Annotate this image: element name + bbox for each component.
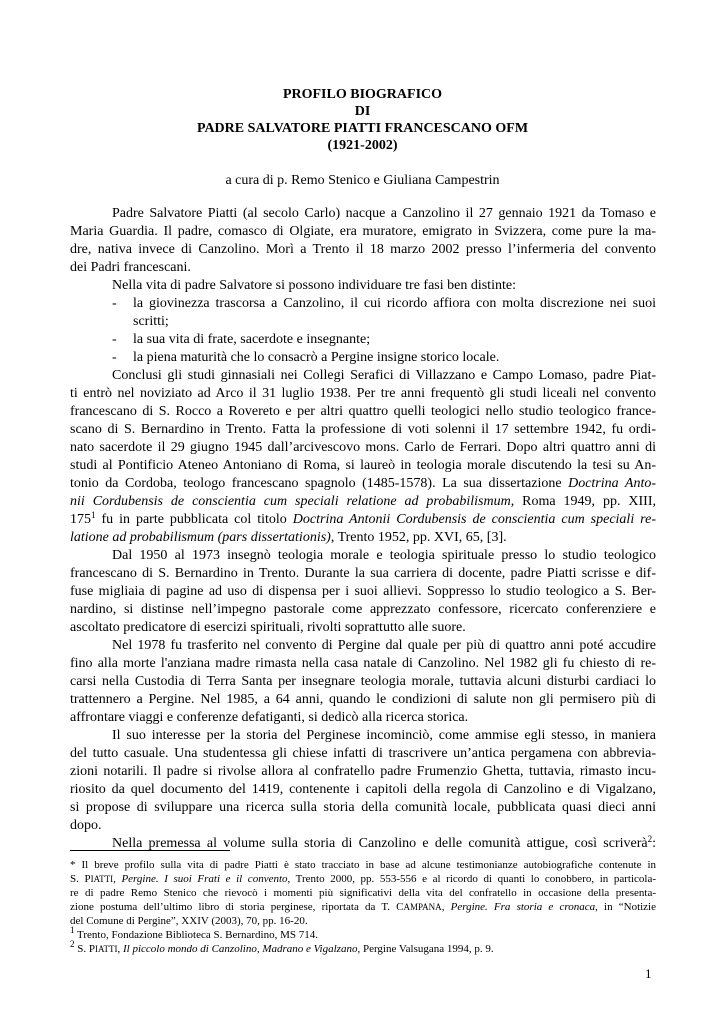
body-line: ti entrò nel noviziato ad Arco il 31 luglio 1938. Per tre anni frequentò gli studi liceali nel convento: [70, 386, 656, 401]
footnote-text-run: , Trento 2000, pp. 553-556 e al ricordo di quanti lo conobbero, in particola-: [287, 873, 656, 885]
list-bullet: -: [112, 332, 117, 347]
list-bullet: -: [112, 350, 117, 365]
body-line: [70, 493, 656, 511]
footnote-text-run: , in “Notizie: [595, 901, 656, 913]
body-line: Nella vita di padre Salvatore si possono individuare tre fasi ben distinte:: [112, 278, 516, 293]
body-line: nato sacerdote il 29 giugno 1945 dall’arcivescovo mons. Carlo de Ferrari. Dopo altri quattro anni di: [70, 440, 656, 455]
footnote-ref-1: 1: [91, 510, 96, 520]
title-line-1: PROFILO BIOGRAFICO: [282, 87, 443, 102]
title-line-2: DI: [354, 104, 371, 119]
book-title: Pergine. Fra storia e cronaca: [450, 901, 596, 913]
publication-title: Doctrina Antonii Cordubensis de conscientia cum speciali re-: [292, 512, 656, 527]
list-item: la giovinezza trascorsa a Canzolino, il cui ricordo affiora con molta discrezione nei suoi: [133, 296, 656, 311]
body-line: nardino, si distinse nell’impegno pastorale come apprezzato confessore, ricercato conferenziere e: [70, 602, 656, 617]
title-line-4: (1921-2002): [327, 138, 398, 153]
footnote-2: [70, 939, 656, 956]
body-line: Padre Salvatore Piatti (al secolo Carlo) nacque a Canzolino il 27 gennaio 1921 da Tomaso e: [112, 206, 656, 221]
footnote-line: [70, 872, 656, 886]
body-line: ascoltato predicatore di esercizi spirituali, rivolti soprattutto alle suore.: [70, 620, 466, 635]
book-title: Il piccolo mondo di Canzolino, Madrano e Vigalzano: [123, 943, 358, 955]
body-line: Conclusi gli studi ginnasiali nei Collegi Serafici di Villazzano e Campo Lomaso, padre Piat-: [112, 368, 656, 383]
body-line: fino alla morte l'anziana madre rimasta nella casa natale di Canzolino. Nel 1982 gli fu chiesto di re-: [70, 656, 656, 671]
body-text-run: Nella premessa al volume sulla storia di Canzolino e delle comunità attigue, così scriverà: [112, 836, 648, 851]
footnote-separator: [70, 850, 230, 851]
body-text-run: 175: [70, 512, 91, 527]
body-text-run: , Trento 1952, pp. XVI, 65, [3].: [330, 530, 507, 545]
body-line: [70, 529, 656, 547]
footnote-text-run: Trento, Fondazione Biblioteca S. Bernardino, MS 714.: [74, 929, 319, 941]
footnote-text-run: IATTI: [90, 874, 114, 884]
body-line: [70, 511, 656, 529]
footnote-text-run: IATTI: [95, 944, 118, 954]
book-title: Pergine. I suoi Frati e il convento: [121, 873, 288, 885]
footnote-text-run: ,: [441, 901, 445, 913]
editors-line: a cura di p. Remo Stenico e Giuliana Campestrin: [225, 173, 500, 188]
list-item-continuation: scritti;: [133, 314, 169, 329]
footnote-line: del Comune di Pergine”, XXIV (2003), 70, pp. 16-20.: [70, 915, 308, 927]
list-item: la sua vita di frate, sacerdote e insegnante;: [133, 332, 371, 347]
footnote-text-run: S. P: [70, 873, 91, 885]
body-line: affrontare viaggi e conferenze defatiganti, si dedicò alla ricerca storica.: [70, 710, 469, 725]
body-line: si propose di sviluppare una ricerca sulla storia della comunità locale, pubblicata quasi dieci anni: [70, 800, 656, 815]
body-line: riosito da quel documento del 1419, contenente i capitoli della regola di Canzolino e di Vigalzano,: [70, 782, 656, 797]
footnote-ref-2: 2: [647, 834, 653, 844]
footnote-line: * Il breve profilo sulla vita di padre Piatti è stato tracciato in base ad alcune testimonianze autobiografiche contenute in: [70, 859, 656, 871]
body-line: dei Padri francescani.: [70, 260, 191, 275]
body-line: francescano di S. Bernardino in Trento. Durante la sua carriera di docente, padre Piatti scrisse e dif-: [70, 566, 656, 581]
footnote-line: [70, 900, 656, 914]
footnote-text-run: , Pergine Valsugana 1994, p. 9.: [357, 943, 494, 955]
list-bullet: -: [112, 296, 117, 311]
dissertation-title: Doctrina Anto-: [568, 476, 656, 491]
footnote-line: re di padre Remo Stenico che rievocò i momenti più significativi della vita del confratello in occasione della presenta-: [70, 887, 656, 899]
footnote-text-run: ,: [113, 873, 116, 885]
body-line: scano di S. Bernardino in Trento. Fatta la professione di voti solenni il 17 settembre 1942, fu ordi-: [70, 422, 656, 437]
body-line: carsi nella Custodia di Terra Santa per insegnare teologia morale, tuttavia alcuni disturbi cardiaci lo: [70, 674, 656, 689]
body-line: Nel 1978 fu trasferito nel convento di Pergine dal quale per più di quattro anni poté accudire: [112, 638, 656, 653]
publication-title: latione ad probabilismum (pars dissertationis): [70, 530, 331, 545]
page-number: 1: [645, 966, 652, 981]
body-line: Dal 1950 al 1973 insegnò teologia morale e teologia spirituale presso lo studio teologico: [112, 548, 656, 563]
body-line: francescano di S. Rocco a Rovereto e per altri quattro quelli teologici nello studio teologico france-: [70, 404, 656, 419]
body-line: dopo.: [70, 818, 102, 833]
body-line: del tutto casuale. Una studentessa gli chiese infatti di trascrivere un’antica pergamena con abbrevia-: [70, 746, 656, 761]
body-line: trattennero a Pergine. Nel 1985, a 64 anni, quando le condizioni di salute non gli permisero più di: [70, 692, 656, 707]
footnote-text-run: ,: [117, 943, 121, 955]
body-text-run: fu in parte pubblicata col titolo: [95, 512, 287, 527]
body-text-run: ,: [652, 494, 657, 509]
footnote-text-run: S. P: [74, 943, 95, 955]
body-line: fuse migliaia di pagine ad uso di dispensa per i suoi allievi. Soppresso lo studio teologico a S. Ber-: [70, 584, 656, 599]
body-text-run: tonio da Cordoba, teologo francescano spagnolo (1485-1578). La sua dissertazione: [70, 476, 562, 491]
footnote-text-run: AMPANA: [403, 902, 442, 912]
footnote-1: [70, 925, 656, 942]
body-line: dre, nativa invece di Canzolino. Morì a Trento il 18 marzo 2002 presso l’infermeria del convento: [70, 242, 656, 257]
footnote-number: 1: [70, 925, 75, 935]
footnote-text-run: zione postuma dell’ultimo libro di storia perginese, riportata da T. C: [70, 901, 404, 913]
body-line: [70, 475, 656, 493]
body-text-run: Roma 1949, pp. XIII: [522, 494, 653, 509]
body-line: Il suo interesse per la storia del Perginese incominciò, come ammise egli stesso, in maniera: [112, 728, 656, 743]
title-line-3: PADRE SALVATORE PIATTI FRANCESCANO OFM: [196, 121, 529, 136]
dissertation-title: nii Cordubensis de conscientia cum speciali relatione ad probabilismum,: [70, 494, 515, 509]
body-line: zioni notarili. Il padre si rivolse allora al confratello padre Frumenzio Ghetta, tuttavia, rimasto incu-: [70, 764, 656, 779]
footnote-number: 2: [70, 939, 75, 949]
body-line: Maria Guardia. Il padre, comasco di Olgiate, era muratore, emigrato in Svizzera, come pure la ma-: [70, 224, 656, 239]
list-item: la piena maturità che lo consacrò a Pergine insigne storico locale.: [133, 350, 500, 365]
body-text-run: :: [652, 836, 656, 851]
body-line: studi al Pontificio Ateneo Antoniano di Roma, si laureò in teologia morale discutendo la tesi su An-: [70, 458, 656, 473]
